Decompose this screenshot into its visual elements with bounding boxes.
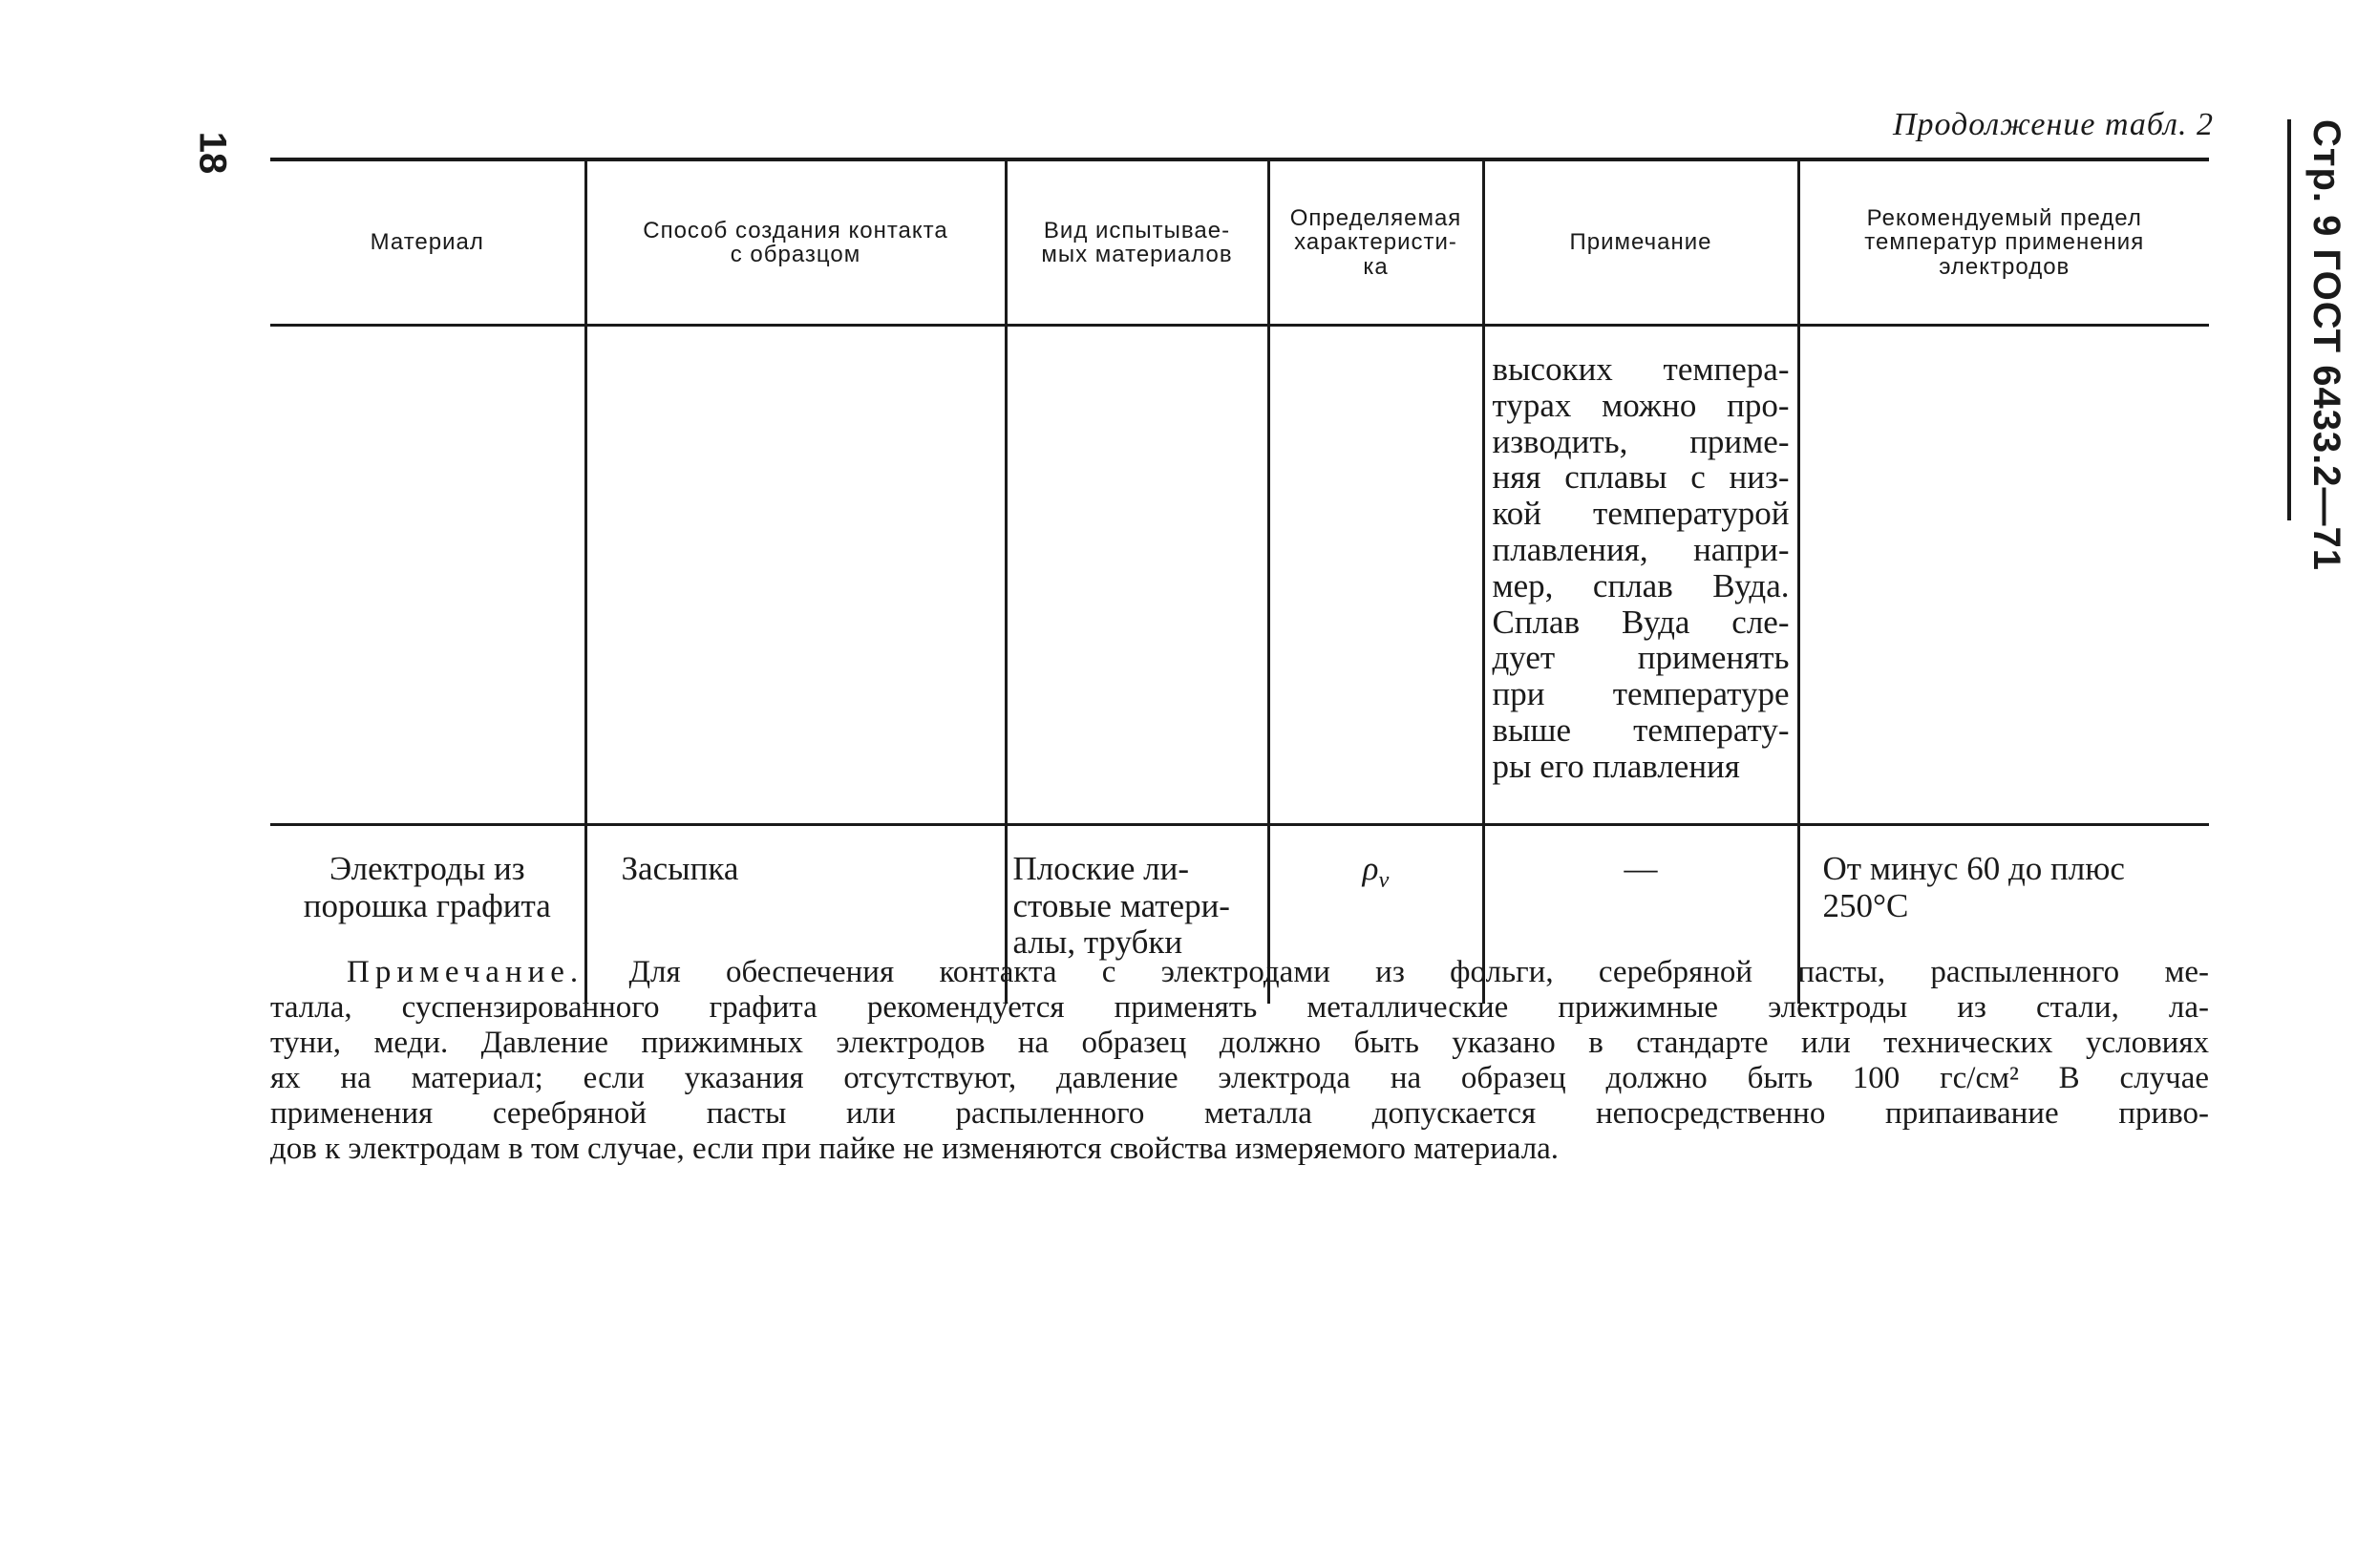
- header-material: Материал: [270, 159, 585, 326]
- note-line: при температуре: [1492, 675, 1790, 713]
- footnote-line: [270, 955, 2209, 990]
- header-line: мых материалов: [1041, 242, 1233, 267]
- header-contact-method: [585, 159, 1006, 326]
- range-line: От минус 60 до плюс: [1822, 850, 2125, 887]
- header-material-type: [1006, 159, 1268, 326]
- note-line: выше температу-: [1492, 710, 1790, 749]
- header-line: электродов: [1939, 253, 2070, 280]
- page-number: 18: [191, 131, 234, 175]
- note-line: Сплав Вуда сле-: [1492, 603, 1790, 641]
- header-note: Примечание: [1483, 159, 1798, 326]
- header-line: ка: [1363, 253, 1389, 280]
- footnote-line: туни, меди. Давление прижимных электродов на образец должно быть указано в стандарте или технических условиях: [270, 1025, 2209, 1060]
- material-line: Электроды из: [329, 850, 525, 887]
- note-line: няя сплавы с низ-: [1492, 458, 1790, 497]
- footnote: [270, 955, 2209, 1167]
- note-line: дует применять: [1492, 639, 1790, 677]
- header-line: характеристи-: [1294, 229, 1457, 256]
- table-header-row: [270, 159, 2209, 326]
- cell-characteristic: $\rho_v$: [1268, 825, 1483, 1005]
- document-header: Стр. 9 ГОСТ 6433.2—71: [2287, 119, 2347, 520]
- cell-contact-method: Засыпка: [585, 825, 1006, 1005]
- note-line: изводить, приме-: [1492, 422, 1790, 460]
- cell-empty: [1798, 326, 2209, 825]
- note-line: плавления, напри-: [1492, 530, 1790, 568]
- header-line: Определяемая: [1289, 205, 1462, 232]
- footnote-lead: Примечание.: [347, 955, 584, 989]
- note-line: высоких темпера-: [1492, 350, 1790, 388]
- type-line: алы, трубки: [1012, 923, 1183, 961]
- header-line: температур применения: [1864, 229, 2145, 256]
- standards-table: [270, 158, 2209, 1004]
- header-temperature-range: [1798, 159, 2209, 326]
- material-line: порошка графита: [303, 886, 551, 924]
- footnote-line: ях на материал; если указания отсутствуют, давление электрода на образец должно быть 100 гс/см² В случае: [270, 1060, 2209, 1095]
- cell-note: —: [1483, 825, 1798, 1005]
- cell-empty: [1268, 326, 1483, 825]
- cell-empty: [585, 326, 1006, 825]
- type-line: стовые матери-: [1012, 886, 1230, 924]
- header-line: Рекомендуемый предел: [1866, 205, 2142, 232]
- range-line: 250°С: [1822, 886, 1909, 924]
- note-line: ры его плавления: [1492, 747, 1740, 785]
- header-line: с образцом: [730, 242, 861, 267]
- header-characteristic: [1268, 159, 1483, 326]
- cell-continued-note: [1483, 326, 1798, 825]
- cell-empty: [270, 326, 585, 825]
- header-line: Вид испытывае-: [1043, 217, 1231, 244]
- note-line: кой температурой: [1492, 495, 1790, 533]
- table-row-continued: [270, 326, 2209, 825]
- table-continuation-label: Продолжение табл. 2: [1892, 107, 2214, 142]
- footnote-line: дов к электродам в том случае, если при пайке не изменяются свойства измеряемого материала.: [270, 1131, 1560, 1166]
- note-line: мер, сплав Вуда.: [1492, 566, 1790, 604]
- type-line: Плоские ли-: [1012, 850, 1190, 887]
- footnote-text: Для обеспечения контакта с электродами из фольги, серебряной пасты, распыленного ме-: [628, 955, 2210, 989]
- note-line: турах можно про-: [1492, 386, 1790, 424]
- cell-empty: [1006, 326, 1268, 825]
- footnote-line: талла, суспензированного графита рекомендуется применять металлические прижимные электроды из стали, ла-: [270, 989, 2209, 1025]
- footnote-line: применения серебряной пасты или распыленного металла допускается непосредственно припаивание приво-: [270, 1095, 2209, 1131]
- header-line: Способ создания контакта: [643, 217, 948, 244]
